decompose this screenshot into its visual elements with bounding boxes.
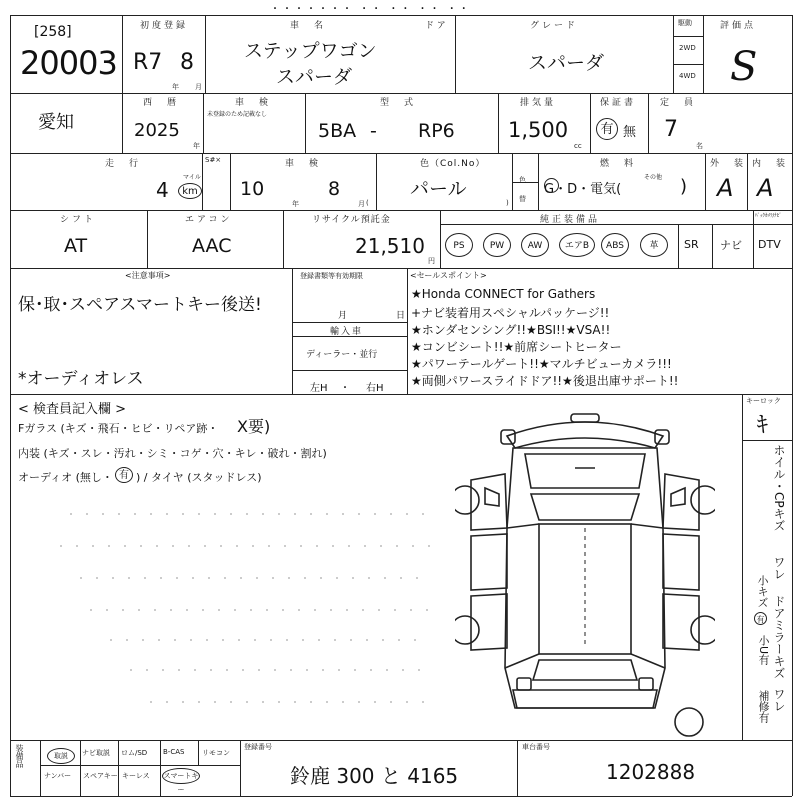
repair-label: 車 検 <box>285 159 322 169</box>
row-line <box>10 210 792 211</box>
col-line <box>122 15 123 153</box>
bottom-item-manual: 取説 <box>47 748 75 764</box>
exterior-label: 外 装 <box>710 159 747 169</box>
warranty-no: 無 <box>623 125 637 140</box>
col-line <box>678 224 679 268</box>
col-line <box>712 224 713 268</box>
key-lock-label: キーロック <box>746 397 781 405</box>
vnote-col4b: ワレ <box>772 688 786 712</box>
aircon-label: エアコン <box>185 215 233 225</box>
vnote-col2c: 有 <box>754 612 767 625</box>
equipment-label: 純正装備品 <box>540 215 601 225</box>
row-line <box>10 394 792 395</box>
col-line <box>202 153 203 210</box>
import-right: 右H <box>366 383 384 394</box>
import-dealer: ディーラー・並行 <box>306 350 378 360</box>
notes-label: <注意事項> <box>125 271 171 280</box>
sheet-title: ・・・・・・・ ・・ ・・ ・・ ・・ <box>270 4 471 15</box>
fuel-label: 燃 料 <box>600 159 637 169</box>
border-bottom <box>10 796 792 797</box>
drive-4wd: 4WD <box>679 72 696 80</box>
inspector-line2: 内装 (キズ・スレ・汚れ・シミ・コゲ・穴・キレ・破れ・割れ) <box>18 447 327 460</box>
mileage-value: 4 <box>156 178 169 202</box>
notes-line1: 保･取･スペアスマートキー後送! <box>18 295 262 315</box>
sales-point-line: +ナビ装着用スペシャルパッケージ!! <box>411 306 610 320</box>
col-line <box>198 740 199 765</box>
row-line <box>742 440 792 441</box>
interior-value: A <box>757 174 774 202</box>
plate-label: 登録番号 <box>244 743 272 751</box>
model-prefix: 5BA <box>318 120 357 142</box>
car-name-line1: ステップワゴン <box>244 40 377 62</box>
bottom-item-spare-key: スペアキー <box>83 772 118 780</box>
inspection-note: 未登録のため記載なし <box>207 111 268 118</box>
sales-point-line: ★パワーテールゲート!!★マルチビューカメラ!!! <box>411 357 672 371</box>
mileage-unit-km: km <box>178 183 202 199</box>
import-label: 輸入車 <box>330 327 364 337</box>
vnote-col5: 小U有 <box>757 635 770 666</box>
col-line <box>240 740 241 796</box>
chassis-label: 車台番号 <box>522 743 550 751</box>
col-line <box>455 15 456 93</box>
fuel-close: ) <box>680 176 688 197</box>
warranty-label: 保証書 <box>600 98 637 108</box>
col-line <box>590 93 591 153</box>
key-lock-value: ｷ <box>757 413 769 438</box>
col-line <box>747 153 748 210</box>
mileage-label: 走 行 <box>105 159 142 169</box>
displacement-unit: cc <box>574 142 582 150</box>
bottom-side-label: 装備品 <box>15 744 24 768</box>
row-line <box>10 268 792 269</box>
reg-deadline-day: 日 <box>396 311 406 321</box>
row-line <box>673 36 703 37</box>
grade-label: グレード <box>530 21 579 31</box>
door-label: ドア <box>425 21 449 31</box>
row-line <box>673 64 703 65</box>
reg-deadline-month: 月 <box>338 311 348 321</box>
mileage-unit-mile: マイル <box>183 174 201 181</box>
score-label: 評価点 <box>720 21 757 31</box>
inspector-line1-mark: X要) <box>237 417 271 436</box>
equip-airbag: エアB <box>559 233 595 257</box>
col-line <box>118 740 119 796</box>
capacity-value: 7 <box>664 117 678 142</box>
col-line <box>230 153 231 210</box>
color-value: パール <box>410 178 467 200</box>
col-line <box>376 153 377 210</box>
first-reg-label: 初度登録 <box>140 21 189 31</box>
drive-label: 駆動 <box>678 19 692 27</box>
vnote-col1: ホイル・CPキズ <box>772 444 786 532</box>
col-line <box>753 210 754 268</box>
col-line <box>705 153 706 210</box>
sales-points-label: <セールスポイント> <box>410 271 487 280</box>
model-year-unit: 年 <box>193 142 200 150</box>
border-right <box>792 15 793 796</box>
model-year-value: 2025 <box>134 120 180 141</box>
color-label: 色（Col.No） <box>420 159 486 169</box>
shift-value: AT <box>64 235 88 257</box>
col-line <box>283 210 284 268</box>
col-line <box>160 740 161 796</box>
notes-line2: *オーディオレス <box>18 369 144 389</box>
year-unit: 年 <box>172 83 179 91</box>
row-line <box>10 153 792 154</box>
row-line <box>292 322 407 323</box>
fuel-other: その他 <box>644 174 663 181</box>
col-line <box>203 93 204 153</box>
col-line <box>673 15 674 93</box>
bottom-item-smart-key: スマートキー <box>162 768 200 784</box>
lot-code: [258] <box>34 24 72 40</box>
repair-paren: ( <box>366 199 369 207</box>
import-sep: ・ <box>340 383 350 394</box>
color-side1: 色 <box>519 176 526 184</box>
equip-navi: ナビ <box>720 239 742 252</box>
equip-sr: SR <box>684 238 699 251</box>
month-unit: 月 <box>195 83 202 91</box>
repair-paren-close: ) <box>506 199 509 207</box>
col-line <box>292 268 293 394</box>
row-line <box>440 224 792 225</box>
repair-month-unit: 月 <box>358 200 365 208</box>
row-line <box>512 182 538 183</box>
score-value: S <box>730 44 758 90</box>
plate-value: 鈴鹿 300 と 4165 <box>290 764 459 788</box>
warranty-yes: 有 <box>596 118 618 140</box>
inspector-line3a: オーディオ (無し・ <box>18 471 113 484</box>
fuel-value: G・D・電気( <box>544 182 622 197</box>
bottom-item-navi-manual: ナビ取説 <box>82 749 110 757</box>
col-line <box>742 394 743 740</box>
row-line <box>40 765 240 766</box>
region-value: 愛知 <box>38 112 74 133</box>
capacity-label: 定 員 <box>660 98 697 108</box>
equipment-tag: ﾊﾞｯｸｶﾒﾗ/ﾅﾋﾞ <box>755 213 782 219</box>
import-left: 左H <box>310 383 328 394</box>
col-line <box>205 15 206 93</box>
shift-label: シフト <box>60 215 97 225</box>
bottom-item-rom: ロム/SD <box>121 749 148 757</box>
recycle-label: リサイクル預託金 <box>312 215 391 225</box>
vnote-col4: ワレ <box>772 556 786 580</box>
vnote-col2b: 小キズ <box>756 575 769 608</box>
equip-abs: ABS <box>601 233 629 257</box>
recycle-unit: 円 <box>428 257 435 265</box>
repair-month: 8 <box>328 178 341 200</box>
model-dash: - <box>370 120 377 142</box>
col-line <box>538 153 539 210</box>
bottom-item-keyless: キーレス <box>122 772 150 780</box>
color-side2: 替 <box>519 195 526 203</box>
vnote-col3: ドアミラーキズ <box>772 595 786 679</box>
recycle-value: 21,510 <box>355 234 425 258</box>
sales-point-line: ★コンビシート!!★前席シートヒーター <box>411 340 622 354</box>
sales-point-line: ★両側パワースライドドア!!★後退出庫サポート!! <box>411 374 679 388</box>
row-line <box>292 370 407 371</box>
col-line <box>498 93 499 153</box>
s-label: S#× <box>205 156 222 164</box>
displacement-value: 1,500 <box>508 118 569 142</box>
border-left <box>10 15 11 796</box>
row-line <box>10 740 792 741</box>
equip-pw: PW <box>483 233 511 257</box>
col-line <box>147 210 148 268</box>
bottom-item-bcas: B-CAS <box>163 748 185 756</box>
chassis-value: 1202888 <box>606 760 696 784</box>
sales-point-line: ★ホンダセンシング!!★BSI!!★VSA!! <box>411 323 611 337</box>
col-line <box>305 93 306 153</box>
inspector-label: < 検査員記入欄 > <box>18 402 127 417</box>
col-line <box>80 740 81 796</box>
model-label: 型 式 <box>380 98 417 108</box>
repair-year-unit: 年 <box>292 200 299 208</box>
repair-year: 10 <box>240 178 265 200</box>
first-reg-month: 8 <box>180 50 194 75</box>
vnote-col6: 補修有 <box>757 690 770 723</box>
col-line <box>648 93 649 153</box>
inspection-label: 車 検 <box>235 98 272 108</box>
equip-aw: AW <box>521 233 549 257</box>
grade-value: スパーダ <box>528 52 605 74</box>
bottom-item-plate: ナンバー <box>44 772 72 780</box>
col-line <box>517 740 518 796</box>
exterior-value: A <box>717 174 734 202</box>
first-reg-era-year: R7 <box>133 50 163 75</box>
fuel-g-circle <box>544 178 559 193</box>
bottom-item-remote: リモコン <box>202 749 230 757</box>
inspector-line1: Fガラス (キズ・飛石・ヒビ・リペア跡・ <box>18 422 219 435</box>
aircon-value: AAC <box>192 235 232 257</box>
inspector-dotted-lines <box>20 490 440 730</box>
reg-deadline-label: 登録書類等有効期限 <box>300 272 363 280</box>
equip-dtv: DTV <box>758 238 781 251</box>
sales-point-line: ★Honda CONNECT for Gathers <box>411 287 596 301</box>
displacement-label: 排気量 <box>520 98 557 108</box>
col-line <box>40 740 41 796</box>
equip-ps: PS <box>445 233 473 257</box>
drive-2wd: 2WD <box>679 44 696 52</box>
model-year-label: 西 暦 <box>143 98 180 108</box>
capacity-unit: 名 <box>696 142 703 150</box>
inspector-line3c: ) / タイヤ (スタッドレス) <box>136 471 262 484</box>
col-line <box>440 210 441 268</box>
model-code: RP6 <box>418 120 455 142</box>
lot-number: 20003 <box>20 44 117 82</box>
inspector-line3b: 有 <box>115 467 133 483</box>
car-name-line2: スパーダ <box>276 66 353 88</box>
car-name-label: 車 名 <box>290 21 327 31</box>
col-line <box>703 15 704 93</box>
col-line <box>407 268 408 394</box>
row-line <box>10 93 792 94</box>
car-diagram <box>455 408 715 738</box>
interior-label: 内 装 <box>752 159 789 169</box>
equip-leather: 革 <box>640 233 668 257</box>
border-top <box>10 15 792 16</box>
